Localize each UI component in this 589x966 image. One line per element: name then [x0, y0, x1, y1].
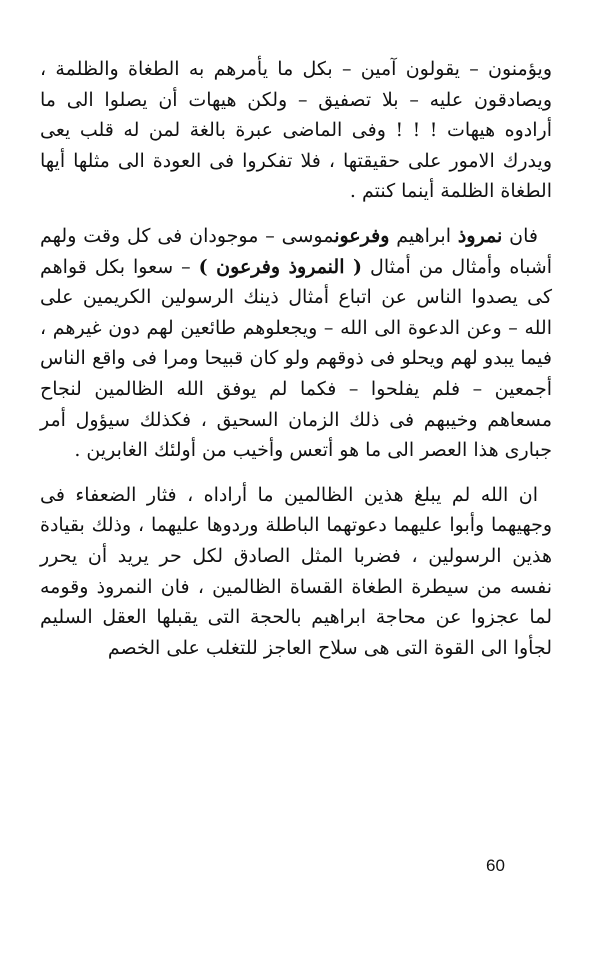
paragraph-2 — [40, 221, 552, 466]
paragraph-2-text-b: ابراهيم — [389, 224, 458, 247]
paragraph-1 — [40, 54, 552, 207]
page-number: 60 — [486, 856, 505, 875]
name-pharaoh: وفرعون — [334, 224, 390, 247]
names-parenthetical: ( النمروذ وفرعون ) — [198, 255, 363, 278]
paragraph-3 — [40, 480, 552, 664]
paragraph-3-text: ان الله لم يبلغ هذين الظالمين ما أراداه ، فثار الضعفاء فى وجهيهما وأبوا عليهما دعوتهما الباطلة وردوها عليهما ، وذلك بقيادة هذين الرسولين ، فضربا المثل الصادق لكل حر يريد أن يحرر نفسه من سيطرة الطغاة القساة الظالمين ، فان النمروذ وقومه لما عجزوا عن محاجة ابراهيم بالحجة التى يقبلها العقل السليم لجأوا الى القوة التى هى سلاح العاجز للتغلب على الخصم — [40, 483, 552, 659]
paragraph-2-text-c: موسى – موجودان فى كل وقت ولهم أشباه وأمثال من أمثال — [40, 224, 553, 278]
paragraph-2-text-a: فان — [502, 224, 538, 247]
paragraph-2-text-d: – سعوا بكل قواهم كى يصدوا الناس عن اتباع أمثال ذينك الرسولين الكريمين على الله – وعن الدعوة الى الله – ويجعلوهم طائعين لهم دون غيرهم ، فيما يبدو لهم ويحلو فى ذوقهم ولو كان قبيحا ومرا فى واقع الناس أجمعين – فلم يفلحوا – فكما لم يوفق الله الظالمين لنجاح مسعاهم وخيبهم فى ذلك الزمان السحيق ، فكذلك سيؤول أمر جبارى هذا العصر الى ما هو أتعس وأخيب من أولئك الغابرين . — [40, 255, 552, 462]
page-body-text — [40, 54, 552, 663]
paragraph-1-text: ويؤمنون – يقولون آمين – بكل ما يأمرهم به الطغاة والظلمة ، ويصادقون عليه – بلا تصفيق – ولكن هيهات أن يصلوا الى ما أرادوه هيهات ! ! ! وفى الماضى عبرة بالغة لمن له قلب يعى ويدرك الامور على حقيقتها ، فلا تفكروا فى العودة الى مثلها أيها الطغاة الظلمة أينما كنتم . — [40, 58, 552, 203]
name-nimrod: نمروذ — [457, 224, 503, 247]
